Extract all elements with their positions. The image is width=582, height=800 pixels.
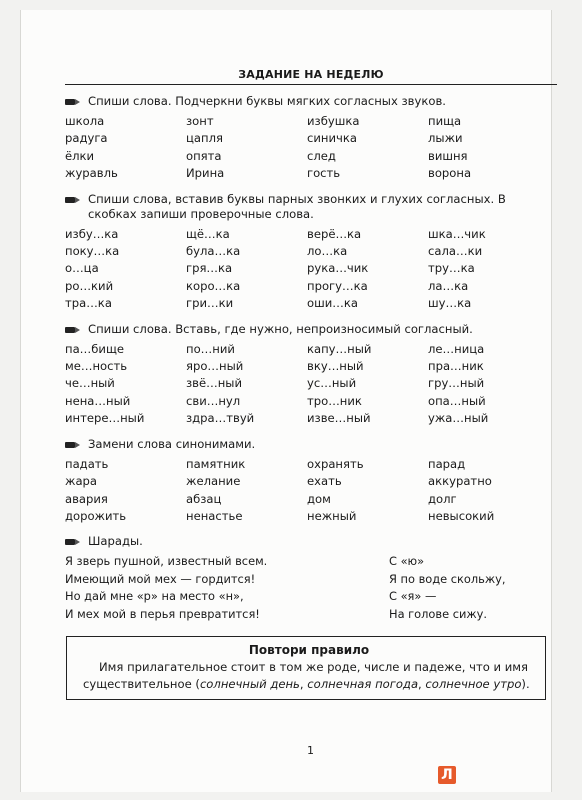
word: школа [65,114,105,128]
word: абзац [186,491,222,506]
word: ле…ница [428,341,485,356]
word: дом [307,491,331,506]
word: шу…ка [428,296,472,311]
word: сала…ки [428,244,483,259]
word: опята [186,148,222,163]
word: ро…кий [65,278,114,293]
word: невысокий [428,508,495,523]
task-1-words [65,113,557,183]
rule-text: Имя прилагательное стоит в том же роде, числе и падеже, что и имя существительное (солнечный день, солнечная погода, солнечное утро). [83,660,530,691]
word: журавль [65,166,118,181]
word: оши…ка [307,296,358,311]
word: избушка [307,114,360,128]
word: желание [186,474,241,489]
word: дорожить [65,508,127,523]
word: ехать [307,474,342,489]
word: поку…ка [65,244,120,259]
rule-heading: Повтори правило [248,643,370,657]
riddles-text [65,553,557,623]
riddle-line: Но дай мне «р» на место «н», [65,589,244,604]
riddle-line: Имеющий мой мех — гордится! [65,571,256,586]
word: ворона [428,166,472,181]
word: нена…ный [65,393,131,408]
pencil-icon [65,98,80,106]
word: вку…ный [307,359,364,374]
workbook-page [20,10,552,792]
word: ненастье [186,508,243,523]
word: тро…ник [307,393,362,408]
word: па…бище [65,341,125,356]
word: жара [65,474,98,489]
word: лыжи [428,131,463,146]
word: аккуратно [428,474,492,489]
word: ужа…ный [428,411,489,426]
riddle-line: С «ю» [389,554,425,569]
task-2-words [65,226,557,313]
pencil-icon [65,538,80,546]
word: по…ний [186,341,235,356]
word: зонт [186,114,214,128]
riddle-line: И мех мой в перья превратится! [65,606,260,621]
word: гря…ка [186,261,233,276]
word: гру…ный [428,376,485,391]
word: сви…нул [186,393,241,408]
task-1-instruction: Спиши слова. Подчеркни буквы мягких согласных звуков. [65,94,557,109]
word: интере…ный [65,411,145,426]
word: нежный [307,508,357,523]
word: звё…ный [186,376,242,391]
riddle-line: С «я» — [389,589,437,604]
word: ус…ный [307,376,357,391]
word: щё…ка [186,226,230,241]
task-2-instruction: Спиши слова, вставив буквы парных звонких и глухих согласных. В скобках запиши проверочные слова. [65,192,557,222]
riddles-instruction: Шарады. [65,534,557,549]
page-title: ЗАДАНИЕ НА НЕДЕЛЮ [65,68,557,85]
riddle-line: Я по воде скольжу, [389,571,506,586]
word: Ирина [186,166,225,181]
riddle-line: На голове сижу. [389,606,487,621]
task-3-instruction: Спиши слова. Вставь, где нужно, непроизносимый согласный. [65,322,557,337]
word: пища [428,114,462,128]
word: избу…ка [65,226,119,241]
word: прогу…ка [307,278,368,293]
word: гость [307,166,341,181]
word: охранять [307,456,364,471]
word: ла…ка [428,278,469,293]
word: коро…ка [186,278,241,293]
word: падать [65,456,109,471]
word: парад [428,456,466,471]
word: ёлки [65,148,95,163]
word: капу…ный [307,341,372,356]
word: шка…чик [428,226,486,241]
word: опа…ный [428,393,486,408]
word: след [307,148,336,163]
word: рука…чик [307,261,369,276]
page-number: 1 [307,744,314,757]
word: гри…ки [186,296,234,311]
word: авария [65,491,108,506]
word: радуга [65,131,108,146]
publisher-logo: Л [438,766,456,784]
word: изве…ный [307,411,371,426]
word: яро…ный [186,359,244,374]
pencil-icon [65,326,80,334]
word: здра…твуй [186,411,255,426]
word: верё…ка [307,226,362,241]
word: синичка [307,131,357,146]
word: вишня [428,148,468,163]
word: ме…ность [65,359,128,374]
word: памятник [186,456,246,471]
word: долг [428,491,457,506]
pencil-icon [65,196,80,204]
pencil-icon [65,441,80,449]
word: че…ный [65,376,115,391]
word: цапля [186,131,223,146]
word: о…ца [65,261,99,276]
word: пра…ник [428,359,484,374]
rule-box [66,636,546,700]
word: тра…ка [65,296,112,311]
word: ло…ка [307,244,348,259]
word: була…ка [186,244,241,259]
riddle-line: Я зверь пушной, известный всем. [65,554,268,569]
task-3-words [65,341,557,428]
word: тру…ка [428,261,475,276]
task-4-words [65,456,557,526]
page-content [65,68,557,623]
task-4-instruction: Замени слова синонимами. [65,437,557,452]
